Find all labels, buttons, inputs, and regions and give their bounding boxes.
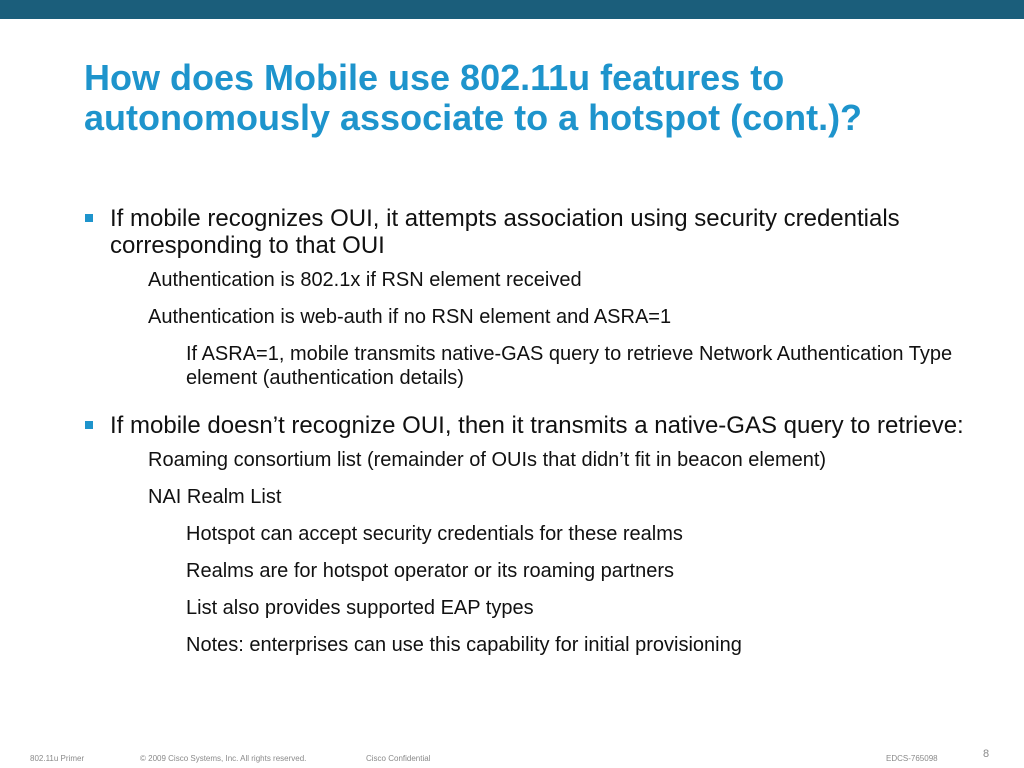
sub-bullet-item: NAI Realm List xyxy=(148,486,282,508)
footer-copyright: © 2009 Cisco Systems, Inc. All rights reserved. xyxy=(140,754,307,763)
sub-sub-bullet-item: List also provides supported EAP types xyxy=(186,597,534,619)
square-bullet-icon xyxy=(85,421,93,429)
footer-doc-id: EDCS-765098 xyxy=(886,754,938,763)
sub-bullet-item: Roaming consortium list (remainder of OUIs that didn’t fit in beacon element) xyxy=(148,449,827,471)
sub-bullet-item: Authentication is web-auth if no RSN element and ASRA=1 xyxy=(148,306,672,328)
sub-sub-bullet-item: Notes: enterprises can use this capability for initial provisioning xyxy=(186,634,742,656)
bullet-text: If mobile doesn’t recognize OUI, then it transmits a native-GAS query to retrieve: xyxy=(110,412,964,439)
slide-footer xyxy=(0,750,1024,768)
sub-sub-bullet-item: If ASRA=1, mobile transmits native-GAS query to retrieve Network Authentication Type element (authentication details) xyxy=(186,343,953,389)
square-bullet-icon xyxy=(85,214,93,222)
sub-bullet-item: Authentication is 802.1x if RSN element received xyxy=(148,269,582,291)
footer-deck-name: 802.11u Primer xyxy=(30,754,85,763)
sub-sub-bullet-item: Hotspot can accept security credentials for these realms xyxy=(186,523,683,545)
bullet-item xyxy=(84,412,964,439)
sub-sub-bullet-item: Realms are for hotspot operator or its roaming partners xyxy=(186,560,674,582)
slide-body xyxy=(84,205,964,670)
bullet-item xyxy=(84,205,964,259)
page-number: 8 xyxy=(983,748,990,760)
bullet-text: If mobile recognizes OUI, it attempts association using security credentials corresponding to that OUI xyxy=(110,205,900,259)
slide-title: How does Mobile use 802.11u features to autonomously associate to a hotspot (cont.)? xyxy=(84,57,863,138)
footer-classification: Cisco Confidential xyxy=(366,754,431,763)
header-bar xyxy=(0,0,1024,19)
